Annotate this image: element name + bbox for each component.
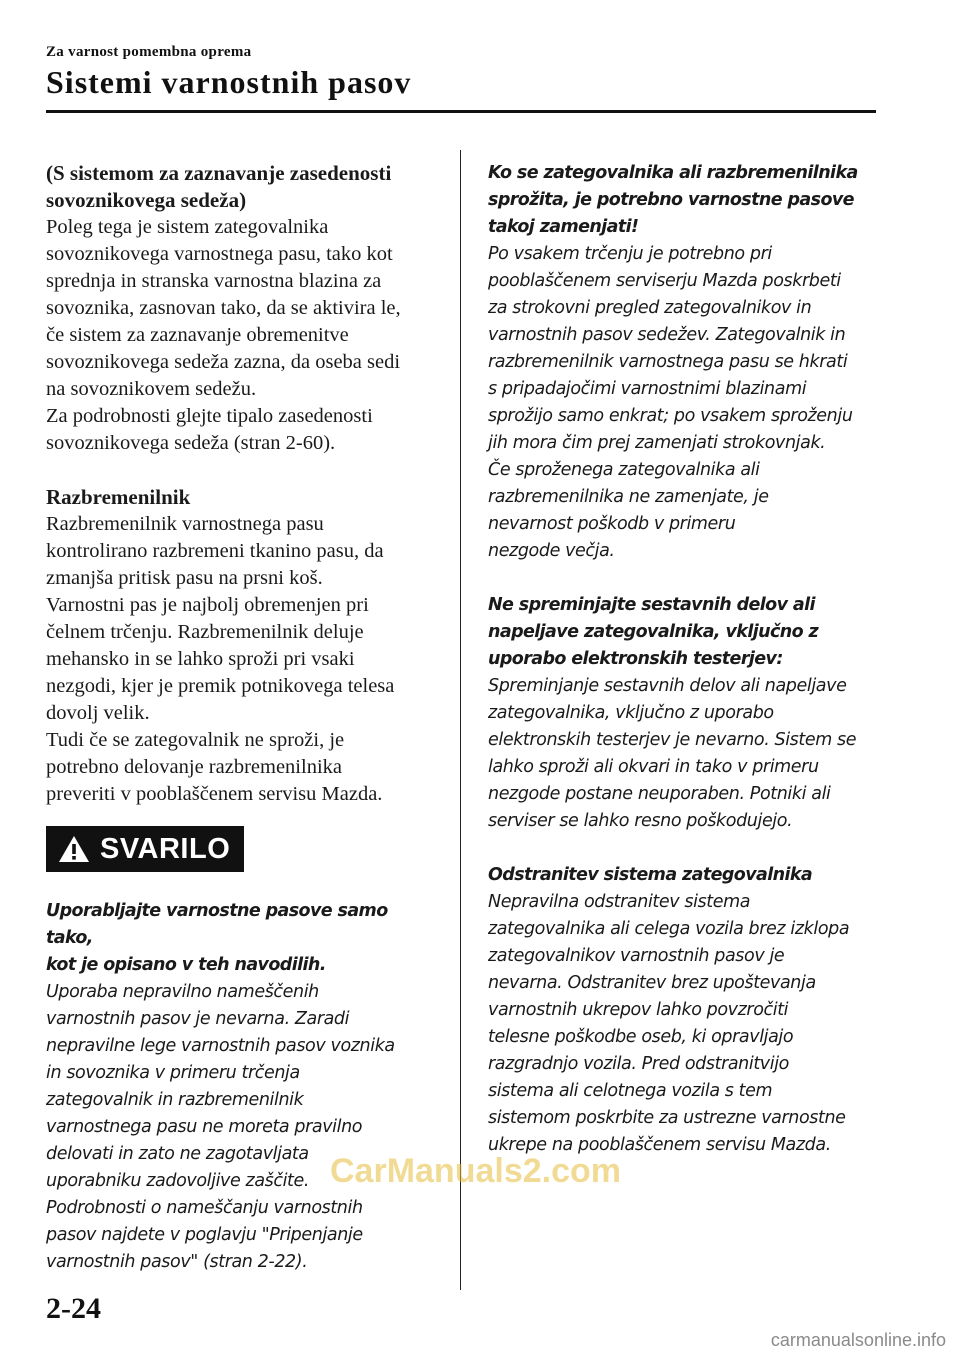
watermark-overlay: CarManuals2.com <box>330 1152 621 1190</box>
warning-label: SVARILO <box>100 832 231 865</box>
load-limiter-heading: Razbremenilnik <box>46 485 191 509</box>
page-title: Sistemi varnostnih pasov <box>46 64 412 100</box>
replace-heading: Ko se zategovalnika ali razbremenilnika sprožita, je potrebno varnostne pasove takoj zamenjati! <box>488 163 858 237</box>
load-limiter-paragraph: Razbremenilnik varnostnega pasu kontrolirano razbremeni tkanino pasu, da zmanjša pritisk pasu na prsni koš. Varnostni pas je najbolj obremenjen pri čelnem trčenju. Razbremenilnik deluje mehansko in se lahko sproži pri vsaki nezgodi, kjer je premik potnikovega telesa dovolj velik. Tudi če se zategovalnik ne sproži, je potrebno delovanje razbremenilnika preveriti v pooblaščenem servisu Mazda. <box>46 513 395 805</box>
right-column <box>488 160 880 1159</box>
page-number: 2-24 <box>46 1292 101 1325</box>
warning-block: Uporabljajte varnostne pasove samo tako, kot je opisano v teh navodilih. Uporaba nepravilno nameščenih varnostnih pasov je nevarna. Zaradi nepravilne lege varnostnih pasov voznika in sovoznika v primeru trčenja zategovalnik in razbremenilnik varnostnega pasu ne moreta pravilno delovati in zato ne zagotavljata uporabniku zadovoljive zaščite. Podrobnosti o nameščanju varnostnih pasov najdete v poglavju "Pripenjanje varnostnih pasov" (stran 2-22). <box>46 901 395 1272</box>
footer-watermark[interactable]: carmanualsonline.info <box>770 1330 946 1350</box>
replace-paragraph: Po vsakem trčenju je potrebno pri pooblaščenem serviserju Mazda poskrbeti za strokovni pregled zategovalnikov in varnostnih pasov sedežev. Zategovalnik in razbremenilnik varnostnega pasu se hkrati s pripadajočimi varnostnimi blazinami sprožijo samo enkrat; po vsakem sproženju jih mora čim prej zamenjati strokovnjak. Če sproženega zategovalnika ali razbremenilnika ne zamenjate, je nevarnost poškodb v primeru nezgode večja. <box>488 244 853 561</box>
modify-heading: Ne spreminjajte sestavnih delov ali napeljave zategovalnika, vključno z uporabo elektronskih testerjev: <box>488 595 819 669</box>
left-column <box>46 160 438 1276</box>
occupancy-heading: (S sistemom za zaznavanje zasedenosti sovoznikovega sedeža) <box>46 161 392 212</box>
modify-paragraph: Spreminjanje sestavnih delov ali napeljave zategovalnika, vključno z uporabo elektronskih testerjev je nevarno. Sistem se lahko sproži ali okvari in tako v primeru nezgode postane neuporaben. Potniki ali serviser se lahko resno poškodujejo. <box>488 676 857 831</box>
warning-triangle-icon <box>58 835 90 863</box>
column-divider <box>460 150 461 1290</box>
occupancy-paragraph: Poleg tega je sistem zategovalnika sovoznikovega varnostnega pasu, tako kot sprednja in stranska varnostna blazina za sovoznika, zasnovan tako, da se aktivira le, če sistem za zaznavanje obremenitve sovoznikovega sedeža zazna, da oseba sedi na sovoznikovem sedežu. Za podrobnosti glejte tipalo zasedenosti sovoznikovega sedeža (stran 2-60). <box>46 216 401 454</box>
header-rule <box>46 110 876 113</box>
warning-badge <box>46 826 244 872</box>
removal-paragraph: Nepravilna odstranitev sistema zategovalnika ali celega vozila brez izklopa zategovalnikov varnostnih pasov je nevarna. Odstranitev brez upoštevanja varnostnih ukrepov lahko povzročiti telesne poškodbe oseb, ki opravljajo razgradnjo vozila. Pred odstranitvijo sistema ali celotnega vozila s tem sistemom poskrbite za ustrezne varnostne ukrepe na pooblaščenem servisu Mazda. <box>488 892 850 1155</box>
section-kicker: Za varnost pomembna oprema <box>46 44 252 60</box>
removal-heading: Odstranitev sistema zategovalnika <box>488 865 813 885</box>
